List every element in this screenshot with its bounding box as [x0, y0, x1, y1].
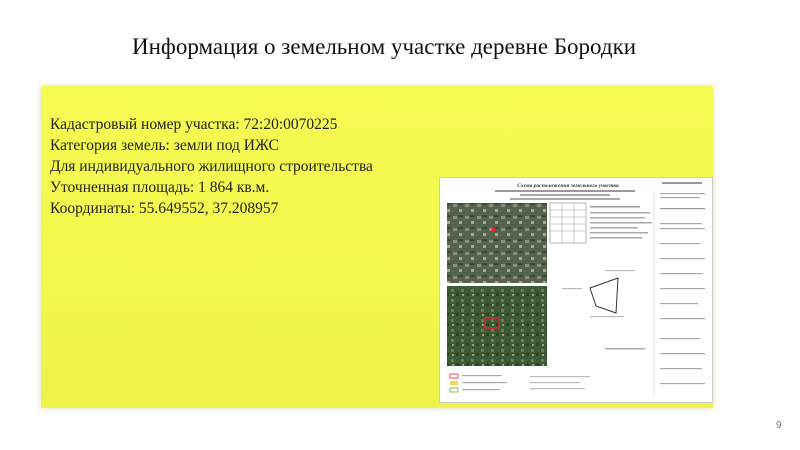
cadastral-number-line: Кадастровый номер участка: 72:20:0070225 [50, 116, 338, 133]
area-line: Уточненная площадь: 1 864 кв.м. [50, 179, 270, 196]
info-panel [41, 86, 713, 408]
land-use-line: Для индивидуального жилищного строительства [50, 158, 373, 175]
plot-info-list [50, 114, 373, 219]
cadastral-plan-drawing [440, 178, 712, 402]
slide-edge [796, 0, 800, 450]
land-category-line: Категория земель: земли под ИЖС [50, 137, 279, 154]
cadastral-plan-image [439, 177, 713, 403]
plan-title: Схема расположения земельного участка [517, 183, 619, 189]
coordinates-line: Координаты: 55.649552, 37.208957 [50, 200, 279, 217]
page-number: 9 [776, 420, 782, 431]
slide-title: Информация о земельном участке деревне Бородки [132, 34, 637, 59]
